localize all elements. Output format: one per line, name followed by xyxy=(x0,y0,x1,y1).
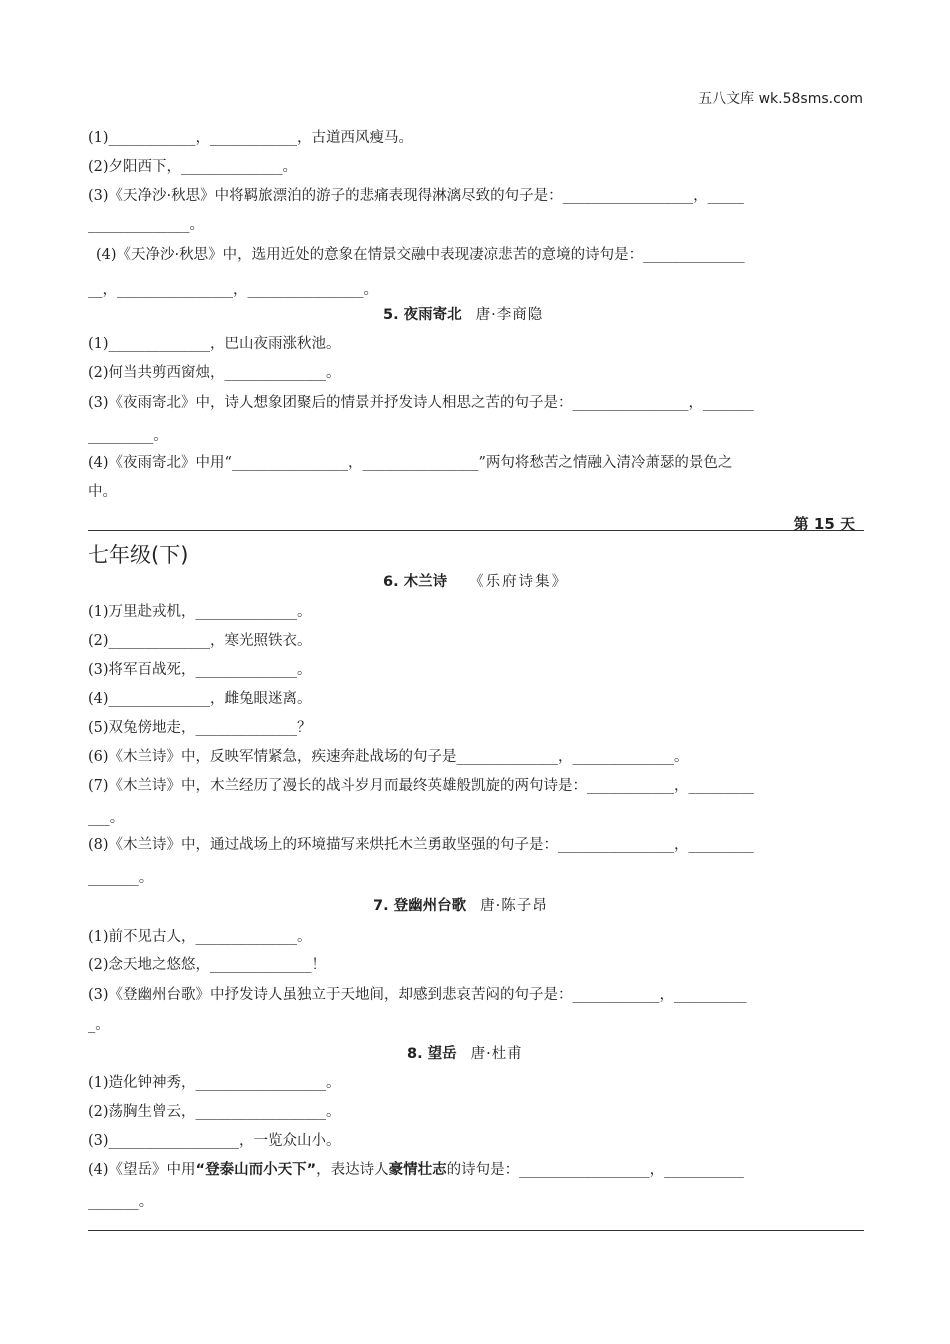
question-line: ___。 xyxy=(88,810,125,826)
watermark: 五八文库 wk.58sms.com xyxy=(698,91,863,107)
question-line: (1)____________，____________，古道西风瘦马。 xyxy=(88,130,414,146)
emphasized-quote: “登泰山而小天下” xyxy=(195,1162,317,1178)
question-line: _。 xyxy=(88,1017,110,1033)
question-line xyxy=(88,1160,744,1180)
question-text: ，表达诗人 xyxy=(316,1162,389,1178)
question-line: (1)______________，巴山夜雨涨秋池。 xyxy=(88,336,341,352)
question-line: ______________。 xyxy=(88,217,204,233)
question-line: (3)《登幽州台歌》中抒发诗人虽独立于天地间，却感到悲哀苦闷的句子是：____________，__________ xyxy=(88,987,747,1003)
question-line: __，________________，________________。 xyxy=(88,282,378,298)
grade-heading: 七年级(下) xyxy=(88,543,189,567)
day-label: 第 15 天 xyxy=(793,515,855,533)
poem-title: 6. 木兰诗 xyxy=(383,574,448,590)
question-line: (2)夕阳西下，______________。 xyxy=(88,159,298,175)
question-line: (1)造化钟神秀，__________________。 xyxy=(88,1075,341,1091)
question-line: (4)《夜雨寄北》中用“________________，________________”两句将愁苦之情融入清冷萧瑟的景色之 xyxy=(88,455,733,471)
section-heading xyxy=(373,896,548,916)
section-heading xyxy=(383,305,543,325)
section-heading xyxy=(407,1044,523,1064)
question-line: (4)______________，雌兔眼迷离。 xyxy=(88,691,312,707)
emphasized-phrase: 豪情壮志 xyxy=(388,1162,447,1178)
poem-author: 唐·陈子昂 xyxy=(480,898,548,914)
question-line: (3)《天净沙·秋思》中将羁旅漂泊的游子的悲痛表现得淋漓尽致的句子是：__________________，_____ xyxy=(88,188,744,204)
poem-author: 唐·杜甫 xyxy=(470,1046,523,1062)
poem-author: 唐·李商隐 xyxy=(475,307,544,323)
question-line: _______。 xyxy=(88,1194,154,1210)
question-line: 中。 xyxy=(88,484,117,500)
section-heading xyxy=(383,572,568,592)
question-line: (2)荡胸生曾云，__________________。 xyxy=(88,1104,341,1120)
poem-title: 8. 望岳 xyxy=(407,1046,457,1062)
question-line: (5)双兔傍地走，______________？ xyxy=(88,720,312,736)
question-line: (7)《木兰诗》中，木兰经历了漫长的战斗岁月而最终英雄般凯旋的两句诗是：____________，_________ xyxy=(88,778,754,794)
question-line: (4)《天净沙·秋思》中，选用近处的意象在情景交融中表现凄凉悲苦的意境的诗句是：______________ xyxy=(96,247,745,263)
question-line: (2)念天地之悠悠，______________！ xyxy=(88,957,327,973)
question-line: (1)万里赴戎机，______________。 xyxy=(88,604,312,620)
question-line: (8)《木兰诗》中，通过战场上的环境描写来烘托木兰勇敢坚强的句子是：________________，_________ xyxy=(88,837,754,853)
question-line: _________。 xyxy=(88,428,168,444)
poem-title: 5. 夜雨寄北 xyxy=(383,307,462,323)
question-text: (4)《望岳》中用 xyxy=(88,1162,196,1178)
question-line: (3)《夜雨寄北》中，诗人想象团聚后的情景并抒发诗人相思之苦的句子是：________________，_______ xyxy=(88,395,754,411)
question-line: (3)将军百战死，______________。 xyxy=(88,662,312,678)
question-line: (6)《木兰诗》中，反映军情紧急，疾速奔赴战场的句子是______________，______________。 xyxy=(88,749,689,765)
poem-author: 《乐府诗集》 xyxy=(469,574,569,590)
poem-title: 7. 登幽州台歌 xyxy=(373,898,467,914)
question-line: (3)__________________，一览众山小。 xyxy=(88,1133,341,1149)
question-text: 的诗句是：__________________，___________ xyxy=(446,1162,744,1178)
question-line: (1)前不见古人，______________。 xyxy=(88,929,312,945)
divider xyxy=(88,1230,864,1231)
question-line: _______。 xyxy=(88,870,154,886)
question-line: (2)何当共剪西窗烛，______________。 xyxy=(88,365,341,381)
question-line: (2)______________，寒光照铁衣。 xyxy=(88,633,312,649)
divider xyxy=(88,530,864,531)
